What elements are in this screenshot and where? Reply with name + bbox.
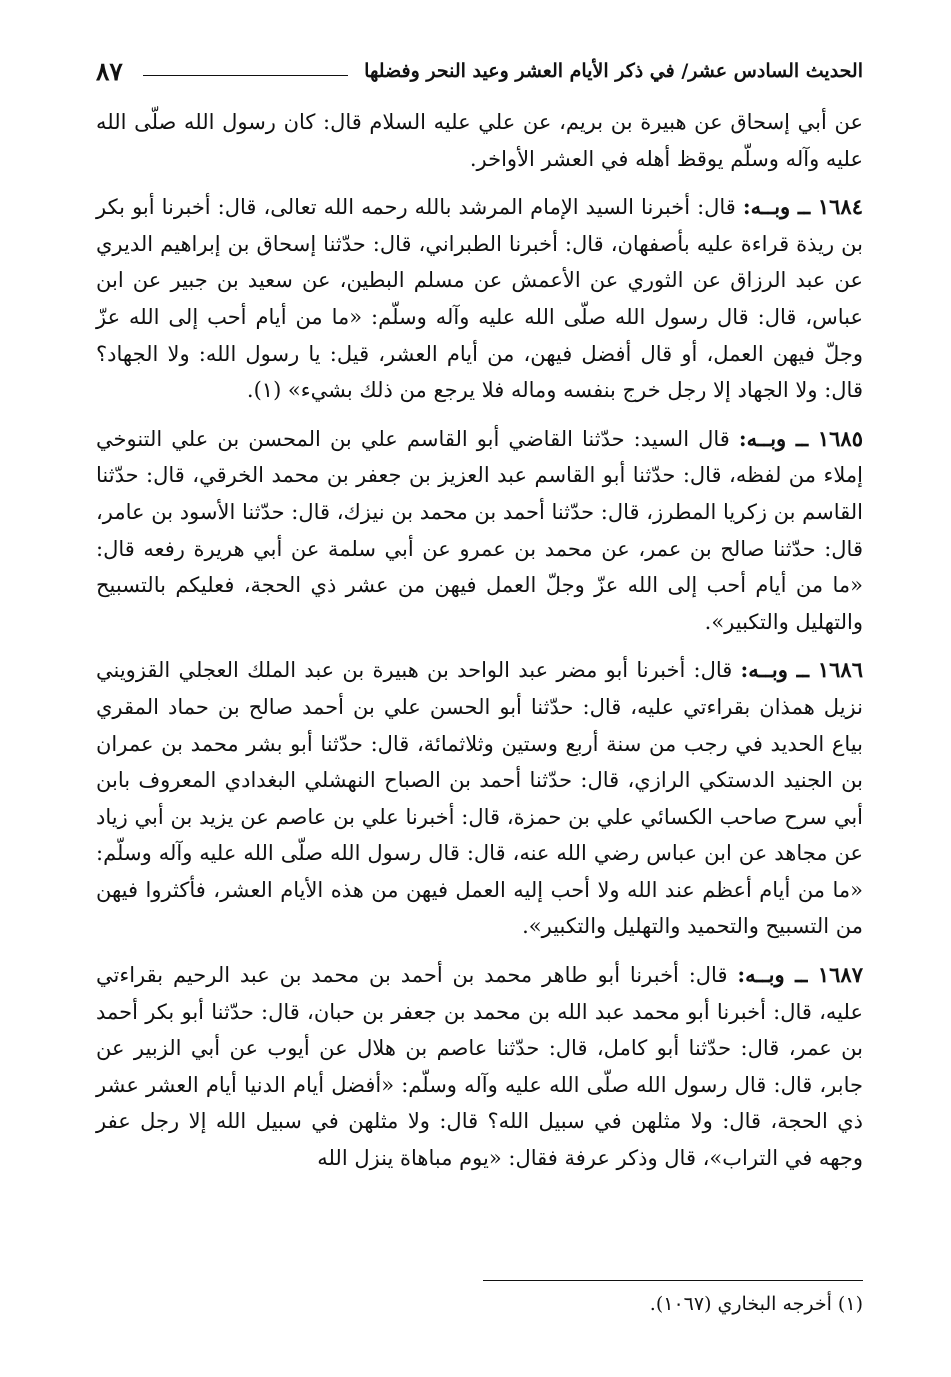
hadith-number: ١٦٨٥ ــ وبــه: [738,425,863,451]
paragraph-text: عن أبي إسحاق عن هبيرة بن بريم، عن علي عليه السلام قال: كان رسول الله صلّى الله عليه وآله وسلّم يوقظ أهله في العشر الأواخر. [96,110,863,171]
hadith-1686 [96,652,863,945]
paragraph-text: قال: أخبرنا أبو طاهر محمد بن أحمد بن محمد بن عبد الرحيم بقراءتي عليه، قال: أخبرنا أبو محمد عبد الله بن محمد بن جعفر بن حبان، قال: حدّثنا أبو بكر أحمد بن عمر، قال: حدّثنا أبو كامل، قال: حدّثنا عاصم بن هلال عن أيوب عن أبي الزبير عن جابر، قال: قال رسول الله صلّى الله عليه وآله وسلّم: «أفضل أيام الدنيا أيام العشر عشر ذي الحجة، قال: ولا مثلهن في سبيل الله؟ قال: ولا مثلهن في سبيل الله إلا رجل عفر وجهه في التراب»، قال وذكر عرفة فقال: «يوم مباهاة ينزل الله [96,963,863,1171]
page-number: ٨٧ [96,56,123,86]
paragraph-text: قال السيد: حدّثنا القاضي أبو القاسم علي بن المحسن بن علي التنوخي إملاء من لفظه، قال: حدّثنا أبو القاسم عبد العزيز بن جعفر بن محمد الخرقي، قال: حدّثنا القاسم بن زكريا المطرز، قال: حدّثنا أحمد بن محمد بن نيزك، قال: حدّثنا الأسود بن عامر، قال: حدّثنا صالح بن عمر، عن محمد بن عمرو عن أبي سلمة عن أبي هريرة رفعه قال: «ما من أيام أحب إلى الله عزّ وجلّ العمل فيهن من عشر ذي الحجة، فعليكم بالتسبيح والتهليل والتكبير». [95,426,863,634]
paragraph-text: قال: أخبرنا أبو مضر عبد الواحد بن هبيرة بن عبد الملك العجلي القزويني نزيل همذان بقراءتي عليه، قال: حدّثنا أبو الحسن علي بن أحمد صالح بن حماد المقري بياع الحديد في رجب من سنة أربع وستين وثلاثمائة، قال: حدّثنا أبو بشر محمد بن عمران بن الجنيد الدستكي الرازي، قال: حدّثنا أحمد بن الصباح النهشلي البغدادي المعروف بابن أبي سرح صاحب الكسائي علي بن حمزة، قال: أخبرنا علي بن عاصم عن يزيد بن أبي زياد عن مجاهد عن ابن عباس رضي الله عنه، قال: قال رسول الله صلّى الله عليه وآله وسلّم: «ما من أيام أعظم عند الله ولا أحب إليه العمل فيهن من هذه الأيام العشر، فأكثروا فيهن من التسبيح والتحميد والتهليل والتكبير». [96,658,863,939]
hadith-number: ١٦٨٧ ــ وبــه: [737,962,863,988]
hadith-1687 [96,957,863,1177]
paragraph-text: قال: أخبرنا السيد الإمام المرشد بالله رحمه الله تعالى، قال: أخبرنا أبو بكر بن ريذة قراءة عليه بأصفهان، قال: أخبرنا الطبراني، قال: حدّثنا إسحاق بن إبراهيم الديري عن عبد الرزاق عن الثوري عن الأعمش عن مسلم البطين، عن سعيد بن جبير عن ابن عباس، قال: قال رسول الله صلّى الله عليه وآله وسلّم: «ما من أيام أحب إلى الله عزّ وجلّ فيهن العمل، أو قال أفضل فيهن، من أيام العشر، قيل: يا رسول الله: ولا الجهاد؟ قال: ولا الجهاد إلا رجل خرج بنفسه وماله فلا يرجع من ذلك بشيء» (١). [96,195,863,403]
hadith-1684 [96,189,863,409]
main-text [96,104,863,1177]
running-header [96,48,863,94]
header-title: الحديث السادس عشر/ في ذكر الأيام العشر وعيد النحر وفضلها [364,60,863,82]
paragraph-continuation [96,104,863,177]
hadith-number: ١٦٨٦ ــ وبــه: [740,657,863,683]
footnote: (١) أخرجه البخاري (١٠٦٧). [649,1293,863,1315]
footnote-rule [483,1280,863,1281]
hadith-number: ١٦٨٤ ــ وبــه: [742,194,863,220]
hadith-1685 [96,421,863,641]
header-rule [143,75,348,76]
